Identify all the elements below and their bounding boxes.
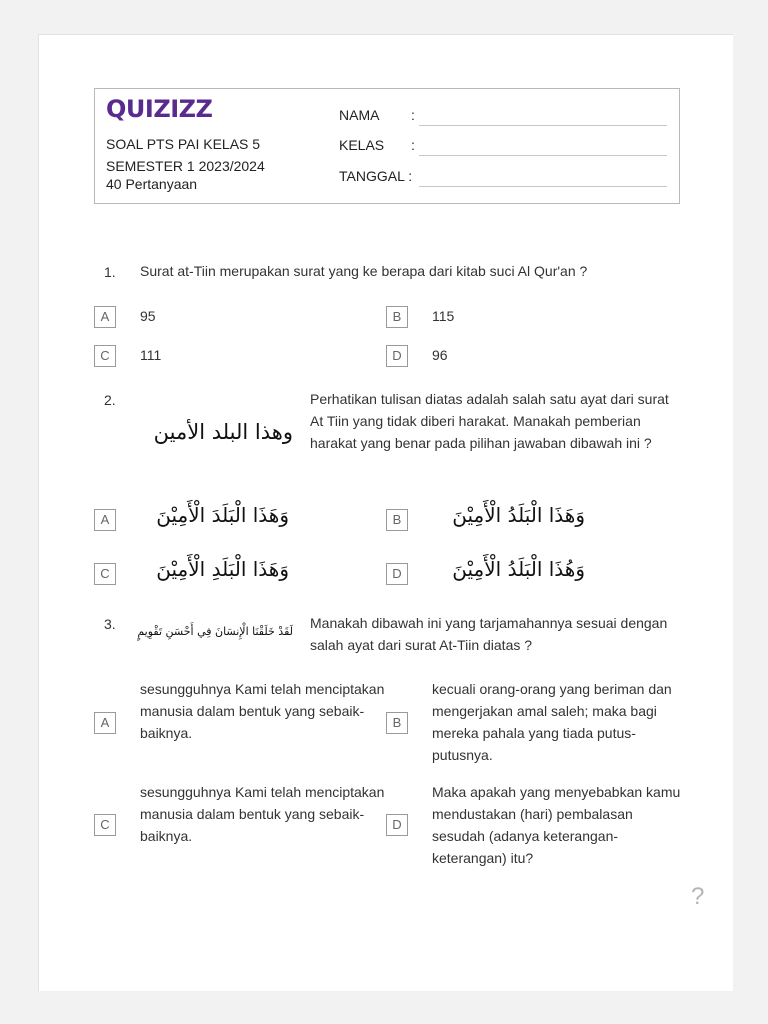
quizizz-logo: QUIZIZZ — [106, 95, 213, 123]
question-arabic-text: وهذا البلد الأمين — [153, 420, 293, 444]
tanggal-label: TANGGAL : — [339, 168, 413, 184]
option-a-text: sesungguhnya Kami telah menciptakan manusia dalam bentuk yang sebaik-baiknya. — [140, 681, 385, 741]
option-b-text: kecuali orang-orang yang beriman dan mengerjakan amal saleh; maka bagi mereka pahala yang tiada putus-putusnya. — [432, 681, 672, 763]
worksheet-header — [94, 88, 680, 204]
kelas-label: KELAS — [339, 137, 385, 153]
option-c-box[interactable]: C — [94, 814, 116, 836]
option-d-box[interactable]: D — [386, 345, 408, 367]
option-c-arabic: وَهَذَا الْبَلَدِ الْأَمِيْنَ — [156, 557, 289, 581]
option-c-box[interactable]: C — [94, 563, 116, 585]
nama-label: NAMA — [339, 107, 380, 123]
option-d-arabic: وَهُذَا الْبَلَدُ الْأَمِيْنَ — [452, 557, 585, 581]
question-mark-icon[interactable]: ? — [691, 883, 705, 910]
option-c-box[interactable]: C — [94, 345, 116, 367]
question-text: Surat at-Tiin merupakan surat yang ke berapa dari kitab suci Al Qur'an ? — [140, 263, 588, 279]
option-b-box[interactable]: B — [386, 712, 408, 734]
worksheet-semester: SEMESTER 1 2023/2024 — [106, 158, 265, 174]
option-a-box[interactable]: A — [94, 306, 116, 328]
option-d-box[interactable]: D — [386, 814, 408, 836]
question-number: 2. — [104, 392, 116, 408]
nama-colon: : — [411, 107, 415, 123]
tanggal-field[interactable] — [419, 186, 667, 187]
question-number: 1. — [104, 264, 116, 280]
option-a-box[interactable]: A — [94, 712, 116, 734]
question-text: Manakah dibawah ini yang tarjamahannya sesuai dengan salah ayat dari surat At-Tiin diatas ? — [310, 615, 668, 653]
nama-field[interactable] — [419, 125, 667, 126]
question-text: Perhatikan tulisan diatas adalah salah satu ayat dari surat At Tiin yang tidak diberi harakat. Manakah pemberian harakat yang benar pada pilihan jawaban dibawah ini ? — [310, 391, 669, 451]
question-count: 40 Pertanyaan — [106, 176, 198, 192]
question-number: 3. — [104, 616, 116, 632]
kelas-colon: : — [411, 137, 415, 153]
worksheet-page — [38, 34, 733, 991]
option-a-box[interactable]: A — [94, 509, 116, 531]
option-c-text: sesungguhnya Kami telah menciptakan manusia dalam bentuk yang sebaik-baiknya. — [140, 784, 385, 844]
option-a-arabic: وَهَذَا الْبَلَدَ الْأَمِيْنَ — [156, 503, 289, 527]
option-d-text: Maka apakah yang menyebabkan kamu mendustakan (hari) pembalasan sesudah (adanya keterangan-keterangan) itu? — [432, 784, 681, 866]
option-d-text: 96 — [432, 347, 448, 363]
option-b-arabic: وَهَذَا الْبَلَدُ الْأَمِيْنَ — [452, 503, 585, 527]
option-b-text: 115 — [432, 308, 455, 324]
option-d-box[interactable]: D — [386, 563, 408, 585]
option-b-box[interactable]: B — [386, 306, 408, 328]
option-b-box[interactable]: B — [386, 509, 408, 531]
question-arabic-text: لَقَدْ خَلَقْنَا الْإِنسَانَ فِي أَحْسَنِ تَقْوِيمٍ — [137, 625, 293, 638]
worksheet-title: SOAL PTS PAI KELAS 5 — [106, 136, 261, 152]
option-c-text: 111 — [140, 347, 162, 363]
option-a-text: 95 — [140, 308, 156, 324]
kelas-field[interactable] — [419, 155, 667, 156]
